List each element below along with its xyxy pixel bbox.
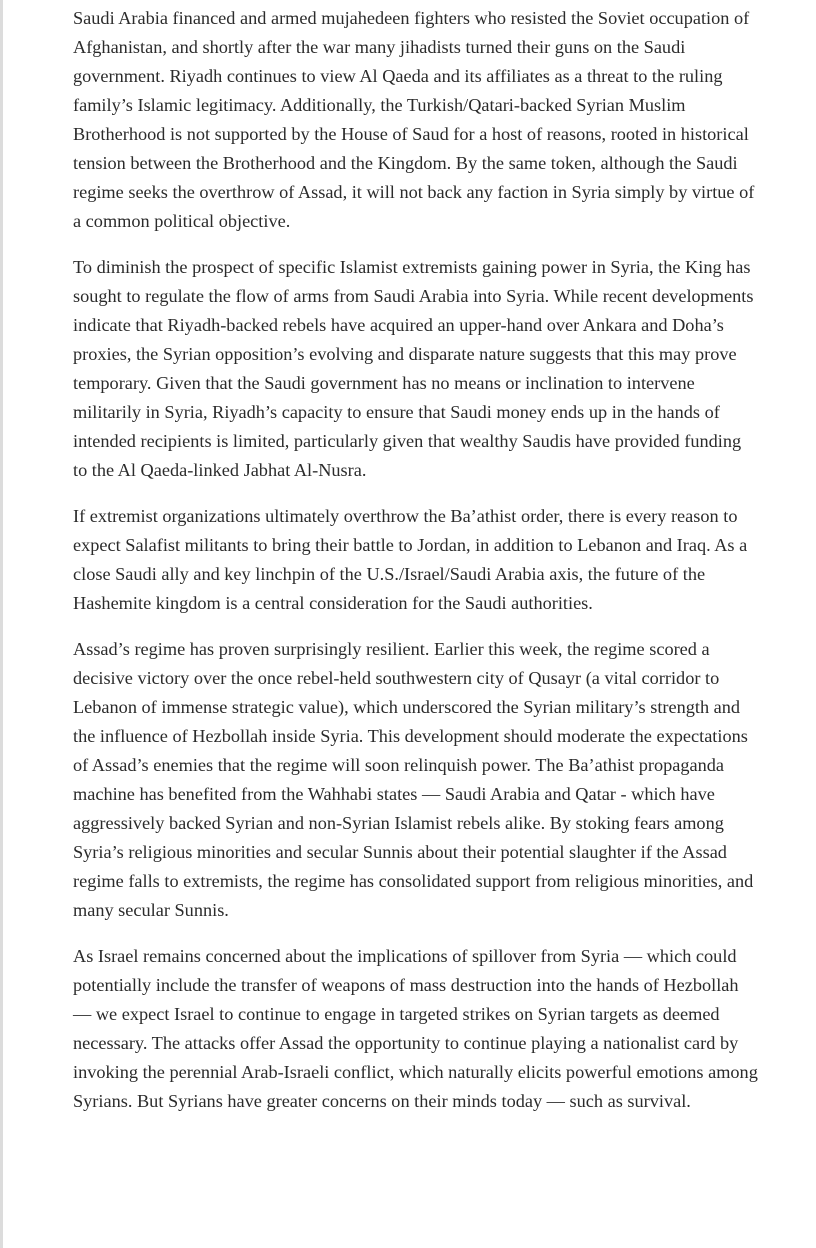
- article-paragraph-3: If extremist organizations ultimately overthrow the Ba’athist order, there is every reason to expect Salafist militants to bring their battle to Jordan, in addition to Lebanon and Iraq. As a close Saudi ally and key linchpin of the U.S./Israel/Saudi Arabia axis, the future of the Hashemite kingdom is a central consideration for the Saudi authorities.: [73, 506, 748, 613]
- article-paragraph-4: Assad’s regime has proven surprisingly resilient. Earlier this week, the regime scored a decisive victory over the once rebel-held southwestern city of Qusayr (a vital corridor to Lebanon of immense strategic value), which underscored the Syrian military’s strength and the influence of Hezbollah inside Syria. This development should moderate the expectations of Assad’s enemies that the regime will soon relinquish power. The Ba’athist propaganda machine has benefited from the Wahhabi states — Saudi Arabia and Qatar - which have aggressively backed Syrian and non-Syrian Islamist rebels alike. By stoking fears among Syria’s religious minorities and secular Sunnis about their potential slaughter if the Assad regime falls to extremists, the regime has consolidated support from religious minorities, and many secular Sunnis.: [73, 639, 754, 920]
- article-paragraph-1: Saudi Arabia financed and armed mujahedeen fighters who resisted the Soviet occupation of Afghanistan, and shortly after the war many jihadists turned their guns on the Saudi government. Riyadh continues to view Al Qaeda and its affiliates as a threat to the ruling family’s Islamic legitimacy. Additionally, the Turkish/Qatari-backed Syrian Muslim Brotherhood is not supported by the House of Saud for a host of reasons, rooted in historical tension between the Brotherhood and the Kingdom. By the same token, although the Saudi regime seeks the overthrow of Assad, it will not back any faction in Syria simply by virtue of a common political objective.: [73, 8, 755, 231]
- article-paragraph-5: As Israel remains concerned about the implications of spillover from Syria — which could potentially include the transfer of weapons of mass destruction into the hands of Hezbollah — we expect Israel to continue to engage in targeted strikes on Syrian targets as deemed necessary. The attacks offer Assad the opportunity to continue playing a nationalist card by invoking the perennial Arab-Israeli conflict, which naturally elicits powerful emotions among Syrians. But Syrians have greater concerns on their minds today — such as survival.: [73, 946, 758, 1111]
- article-paragraph-2: To diminish the prospect of specific Islamist extremists gaining power in Syria, the King has sought to regulate the flow of arms from Saudi Arabia into Syria. While recent developments indicate that Riyadh-backed rebels have acquired an upper-hand over Ankara and Doha’s proxies, the Syrian opposition’s evolving and disparate nature suggests that this may prove temporary. Given that the Saudi government has no means or inclination to intervene militarily in Syria, Riyadh’s capacity to ensure that Saudi money ends up in the hands of intended recipients is limited, particularly given that wealthy Saudis have provided funding to the Al Qaeda-linked Jabhat Al-Nusra.: [73, 257, 754, 480]
- article-body: [73, 4, 759, 1133]
